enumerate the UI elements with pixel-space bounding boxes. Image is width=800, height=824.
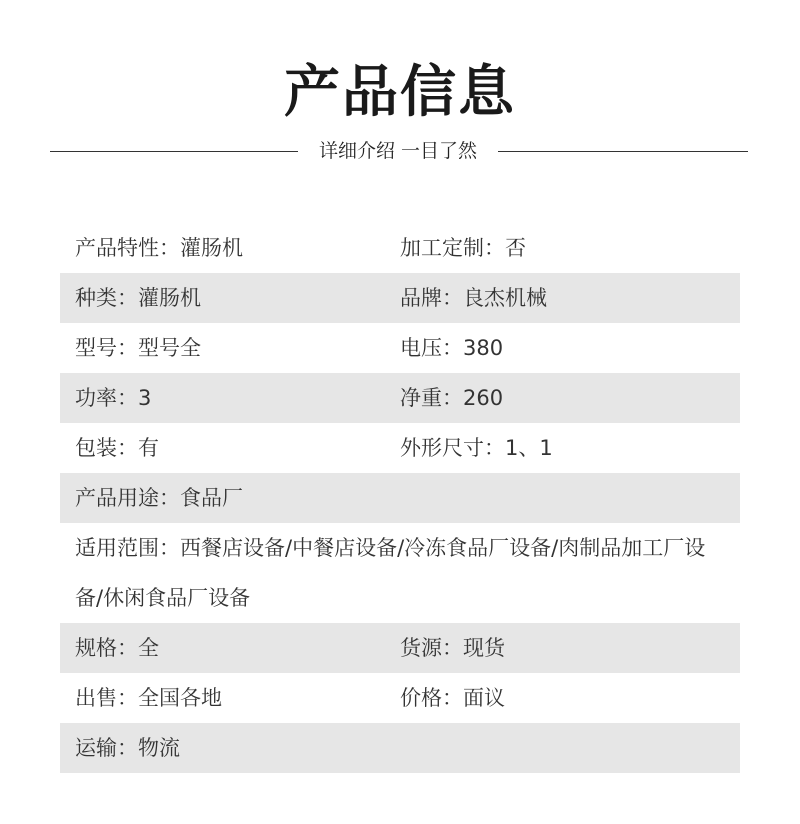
info-row: [60, 423, 740, 473]
info-customization: 加工定制：否: [400, 236, 526, 260]
info-row: [60, 373, 740, 423]
info-specification: 规格：全: [75, 636, 159, 660]
info-transport: 运输：物流: [75, 736, 180, 760]
page-subtitle: 详细介绍 一目了然: [318, 140, 478, 162]
divider-line-right: [498, 151, 748, 152]
page-title: 产品信息: [284, 60, 516, 125]
divider-line-left: [50, 151, 298, 152]
info-row: [60, 673, 740, 723]
info-row: [60, 723, 740, 773]
info-net-weight: 净重：260: [400, 386, 504, 410]
info-row: [60, 273, 740, 323]
info-row: [60, 523, 740, 623]
info-row: [60, 323, 740, 373]
info-product-feature: 产品特性：灌肠机: [75, 236, 243, 260]
info-voltage: 电压：380: [400, 336, 504, 360]
product-info-table: [60, 223, 740, 773]
info-category: 种类：灌肠机: [75, 286, 201, 310]
subtitle-divider: [50, 138, 748, 164]
info-model: 型号：型号全: [75, 336, 201, 360]
info-row: [60, 223, 740, 273]
info-packaging: 包装：有: [75, 436, 159, 460]
info-price: 价格：面议: [400, 686, 505, 710]
info-row: [60, 473, 740, 523]
info-row: [60, 623, 740, 673]
info-brand: 品牌：良杰机械: [400, 286, 547, 310]
info-application-scope: 适用范围：西餐店设备/中餐店设备/冷冻食品厂设备/肉制品加工厂设备/休闲食品厂设备: [75, 536, 706, 610]
info-supply: 货源：现货: [400, 636, 505, 660]
info-power: 功率：3: [75, 386, 152, 410]
info-dimensions: 外形尺寸：1、1: [400, 436, 553, 460]
info-sales-area: 出售：全国各地: [75, 686, 222, 710]
info-usage: 产品用途：食品厂: [75, 486, 243, 510]
